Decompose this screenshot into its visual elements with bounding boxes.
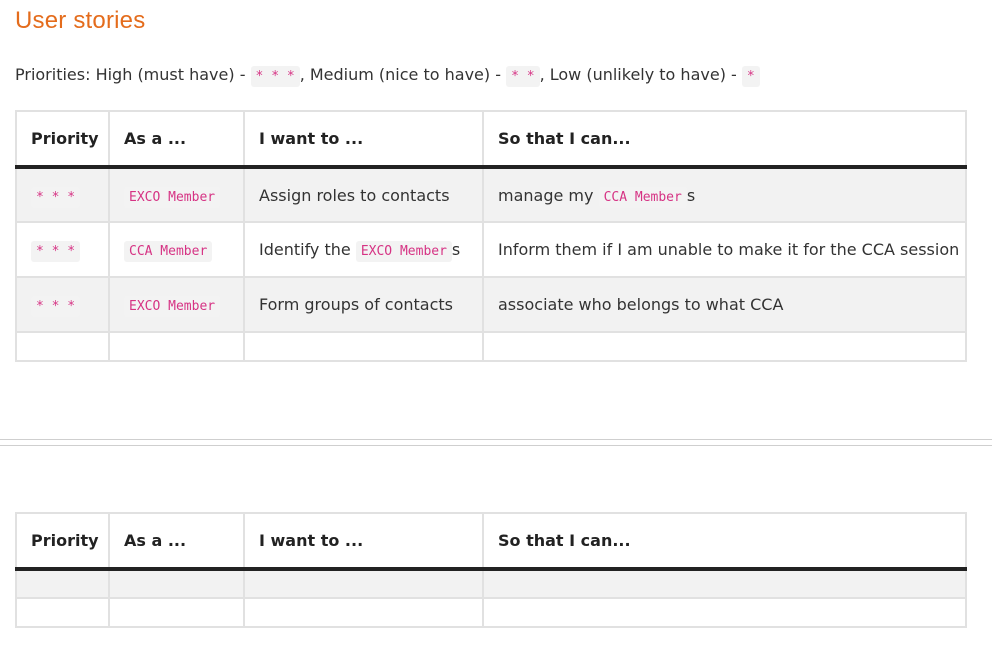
empty-cell [16,569,109,598]
so-that-cell [483,222,966,277]
want-cell [244,222,483,277]
want-cell [244,277,483,332]
want-suffix: s [451,240,461,259]
priority-code: * * * [31,241,80,262]
header-so-that: So that I can... [483,513,966,569]
header-i-want-to: I want to ... [244,513,483,569]
header-as-a: As a ... [109,513,244,569]
empty-table-row [16,332,966,361]
want-text: Identify the [259,240,356,259]
empty-cell [16,598,109,627]
empty-cell [483,569,966,598]
table-header-row [16,111,966,167]
want-text: Assign roles to contacts [259,185,450,205]
section-divider [0,439,992,446]
empty-table-row [16,598,966,627]
medium-priority-code: * * [506,66,539,87]
header-so-that: So that I can... [483,111,966,167]
empty-cell [16,332,109,361]
page-title: User stories [15,7,146,34]
empty-cell [483,332,966,361]
role-cell [109,222,244,277]
priorities-legend [15,65,760,84]
want-code: EXCO Member [356,241,452,262]
high-priority-code: * * * [251,66,300,87]
empty-cell [109,598,244,627]
role-code: EXCO Member [124,296,220,317]
empty-cell [483,598,966,627]
table-row [16,167,966,222]
empty-cell [244,332,483,361]
priorities-medium-text: , Medium (nice to have) - [299,65,507,84]
so-that-cell [483,167,966,222]
table-row [16,277,966,332]
so-that-cell [483,277,966,332]
so-that-text: Inform them if I am unable to make it for the CCA session [498,240,960,259]
so-that-text: associate who belongs to what CCA [498,295,784,314]
header-priority: Priority [16,513,109,569]
want-text: Form groups of contacts [259,295,453,314]
header-priority: Priority [16,111,109,167]
role-cell [109,277,244,332]
so-that-text: manage my [498,185,599,205]
priority-cell [16,167,109,222]
priority-code: * * * [31,187,80,208]
role-code: CCA Member [124,241,212,262]
empty-cell [244,569,483,598]
role-code: EXCO Member [124,187,220,208]
table-row [16,222,966,277]
user-stories-table [15,110,967,362]
header-i-want-to: I want to ... [244,111,483,167]
role-cell [109,167,244,222]
empty-cell [109,332,244,361]
priority-cell [16,222,109,277]
header-as-a: As a ... [109,111,244,167]
user-stories-table-empty [15,512,967,628]
priority-cell [16,277,109,332]
so-that-code: CCA Member [599,187,687,208]
empty-table-row [16,569,966,598]
empty-cell [244,598,483,627]
want-cell [244,167,483,222]
priorities-prefix: Priorities: High (must have) - [15,65,251,84]
priorities-low-text: , Low (unlikely to have) - [539,65,742,84]
empty-cell [109,569,244,598]
so-that-suffix: s [686,185,696,205]
table-header-row [16,513,966,569]
low-priority-code: * [742,66,760,87]
priority-code: * * * [31,296,80,317]
